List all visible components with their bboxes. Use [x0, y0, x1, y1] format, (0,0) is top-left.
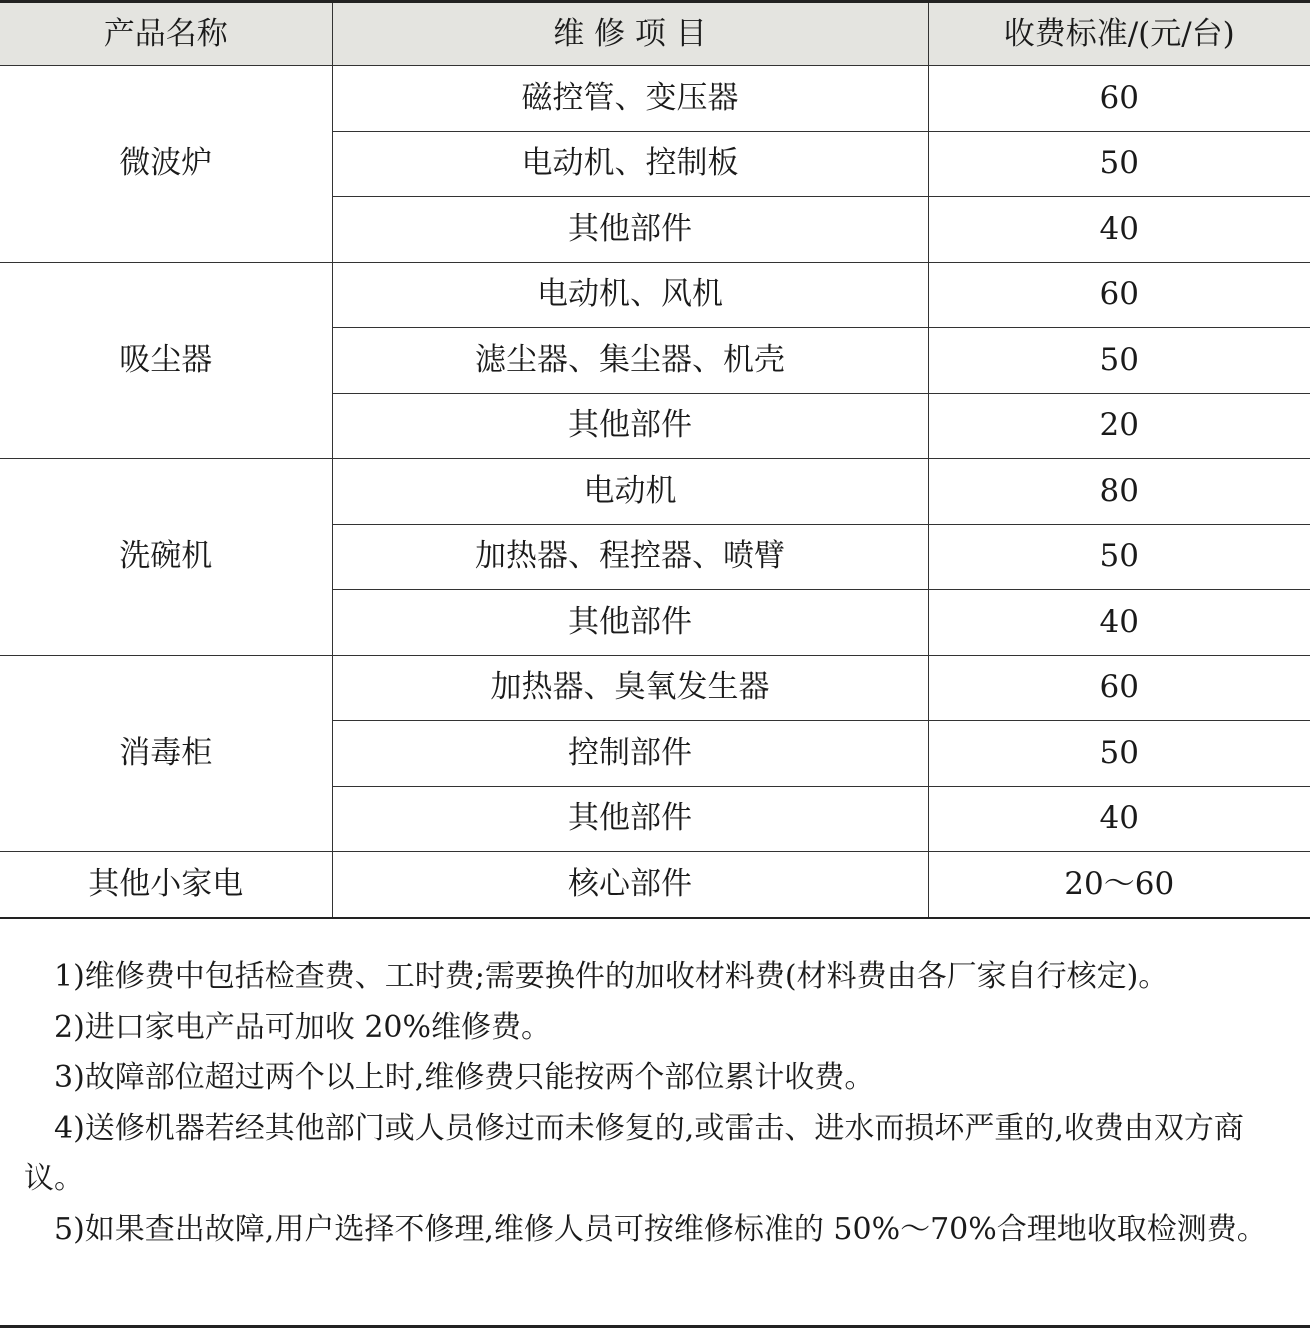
fee-cell: 60 [928, 655, 1310, 721]
repair-item-cell: 控制部件 [332, 721, 928, 787]
notes-section [24, 952, 1290, 1255]
fee-cell: 40 [928, 590, 1310, 656]
note-5: 5)如果查出故障,用户选择不修理,维修人员可按维修标准的 50%～70%合理地收取检测费。 [54, 1211, 1267, 1247]
product-cell: 微波炉 [0, 66, 332, 263]
fee-cell: 40 [928, 197, 1310, 263]
product-cell: 其他小家电 [0, 852, 332, 918]
fee-cell: 80 [928, 459, 1310, 525]
fee-cell: 50 [928, 721, 1310, 787]
note-4: 4)送修机器若经其他部门或人员修过而未修复的,或雷击、进水而损坏严重的,收费由双方商议。 [24, 1110, 1244, 1196]
table-row [0, 459, 1310, 525]
repair-item-cell: 其他部件 [332, 393, 928, 459]
repair-item-cell: 滤尘器、集尘器、机壳 [332, 328, 928, 394]
fee-cell: 20 [928, 393, 1310, 459]
note-1: 1)维修费中包括检查费、工时费;需要换件的加收材料费(材料费由各厂家自行核定)。 [54, 959, 1169, 994]
fee-cell: 50 [928, 328, 1310, 394]
note-2: 2)进口家电产品可加收 20%维修费。 [54, 1009, 552, 1045]
repair-item-cell: 电动机 [332, 459, 928, 525]
header-fee-standard: 收费标准/(元/台) [928, 3, 1310, 66]
note-3: 3)故障部位超过两个以上时,维修费只能按两个部位累计收费。 [54, 1060, 875, 1095]
repair-item-cell: 加热器、程控器、喷臂 [332, 524, 928, 590]
repair-item-cell: 其他部件 [332, 786, 928, 852]
repair-item-cell: 其他部件 [332, 590, 928, 656]
repair-item-cell: 其他部件 [332, 197, 928, 263]
header-repair-item: 维 修 项 目 [332, 3, 928, 66]
repair-fee-table [0, 3, 1310, 919]
table-row [0, 655, 1310, 721]
table-row [0, 852, 1310, 918]
fee-cell: 60 [928, 66, 1310, 132]
table-row [0, 262, 1310, 328]
product-cell: 洗碗机 [0, 459, 332, 656]
product-cell: 吸尘器 [0, 262, 332, 459]
repair-item-cell: 电动机、风机 [332, 262, 928, 328]
repair-item-cell: 电动机、控制板 [332, 131, 928, 197]
fee-cell: 50 [928, 524, 1310, 590]
repair-item-cell: 加热器、臭氧发生器 [332, 655, 928, 721]
header-product: 产品名称 [0, 3, 332, 66]
table-row [0, 66, 1310, 132]
fee-cell: 60 [928, 262, 1310, 328]
repair-item-cell: 核心部件 [332, 852, 928, 918]
product-cell: 消毒柜 [0, 655, 332, 852]
repair-item-cell: 磁控管、变压器 [332, 66, 928, 132]
fee-cell: 40 [928, 786, 1310, 852]
fee-cell: 20～60 [928, 852, 1310, 918]
fee-cell: 50 [928, 131, 1310, 197]
header-row [0, 3, 1310, 66]
